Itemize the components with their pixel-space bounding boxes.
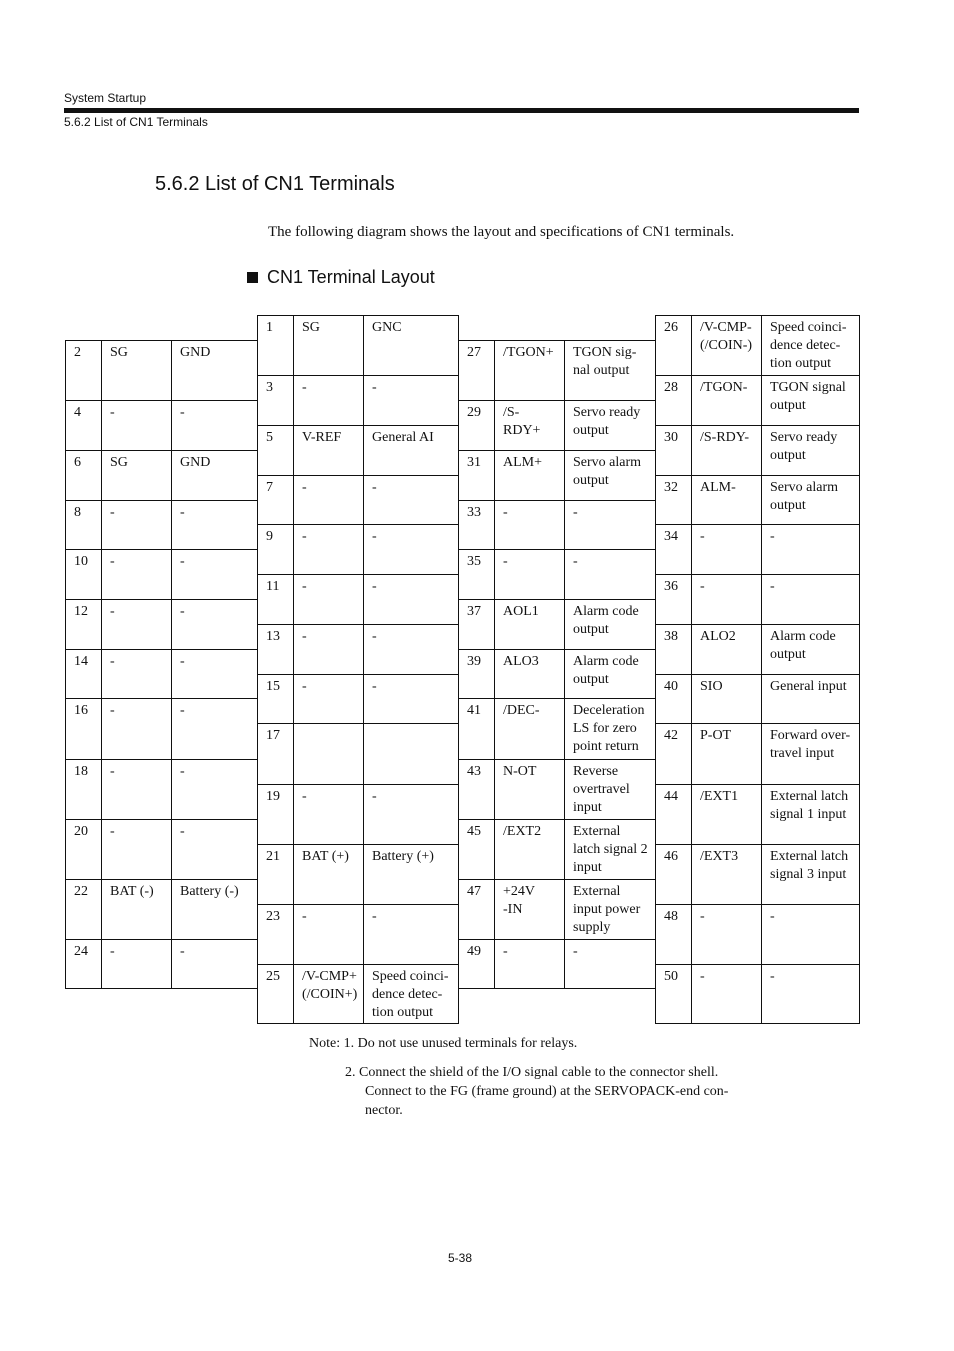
- terminal-number: 33: [459, 501, 495, 549]
- terminal-function: -: [573, 944, 578, 959]
- terminal-46: [655, 844, 860, 905]
- terminal-function: General input: [770, 679, 847, 694]
- terminal-number: 30: [656, 426, 692, 475]
- terminal-number: 50: [656, 965, 692, 1023]
- terminal-number: 21: [258, 845, 294, 904]
- terminal-number: 20: [66, 820, 102, 879]
- terminal-function: -: [372, 789, 377, 804]
- terminal-9: [257, 524, 459, 575]
- terminal-34: [655, 524, 860, 575]
- terminal-signal: -: [102, 501, 172, 549]
- terminal-function: -: [180, 654, 185, 669]
- terminal-number: 23: [258, 905, 294, 964]
- terminal-signal: /DEC-: [495, 699, 565, 759]
- terminal-function: Speed coinci- dence detec- tion output: [770, 320, 847, 371]
- running-header-chapter: System Startup: [64, 91, 147, 105]
- terminal-signal: /EXT1: [692, 785, 762, 844]
- note-2-continued: Connect to the FG (frame ground) at the SERVOPACK-end con- nector.: [365, 1084, 729, 1118]
- terminal-19: [257, 784, 459, 845]
- terminal-signal: -: [294, 905, 364, 964]
- page-number: 5-38: [448, 1251, 473, 1265]
- terminal-function: Speed coinci- dence detec- tion output: [372, 969, 449, 1020]
- terminal-signal: ALM-: [692, 476, 762, 524]
- terminal-number: 39: [459, 650, 495, 698]
- terminal-signal: /S- RDY+: [495, 401, 565, 450]
- terminal-5: [257, 425, 459, 476]
- terminal-signal: -: [692, 965, 762, 1023]
- terminal-number: 44: [656, 785, 692, 844]
- terminal-signal: -: [294, 675, 364, 723]
- terminal-function: Servo alarm output: [770, 480, 839, 513]
- terminal-signal: V-REF: [294, 426, 364, 475]
- terminal-signal: P-OT: [692, 724, 762, 784]
- terminal-signal: /EXT3: [692, 845, 762, 904]
- terminal-signal: -: [692, 525, 762, 574]
- terminal-number: 32: [656, 476, 692, 524]
- terminal-signal: -: [495, 940, 565, 988]
- terminal-38: [655, 624, 860, 675]
- terminal-function: -: [372, 629, 377, 644]
- terminal-30: [655, 425, 860, 476]
- terminal-number: 22: [66, 880, 102, 939]
- terminal-42: [655, 723, 860, 785]
- terminal-number: 24: [66, 940, 102, 988]
- terminal-2: [65, 340, 258, 401]
- terminal-22: [65, 879, 258, 940]
- terminal-7: [257, 475, 459, 525]
- terminal-number: 38: [656, 625, 692, 674]
- terminal-function: -: [180, 703, 185, 718]
- terminal-number: 11: [258, 575, 294, 624]
- terminal-function: -: [180, 554, 185, 569]
- terminal-11: [257, 574, 459, 625]
- terminal-3: [257, 375, 459, 426]
- terminal-33: [458, 500, 656, 550]
- terminal-number: 10: [66, 550, 102, 599]
- terminal-signal: -: [102, 600, 172, 649]
- terminal-signal: SG: [102, 341, 172, 400]
- terminal-signal: -: [102, 760, 172, 819]
- terminal-signal: /EXT2: [495, 820, 565, 879]
- terminal-number: 34: [656, 525, 692, 574]
- terminal-signal: [294, 724, 364, 784]
- terminal-function: -: [180, 604, 185, 619]
- section-title: 5.6.2 List of CN1 Terminals: [155, 173, 395, 195]
- note-2: 2. Connect the shield of the I/O signal cable to the connector shell.: [345, 1065, 719, 1080]
- terminal-signal: ALO2: [692, 625, 762, 674]
- terminal-signal: -: [294, 525, 364, 574]
- terminal-signal: ALM+: [495, 451, 565, 500]
- terminal-41: [458, 698, 656, 760]
- note-1: Note: 1. Do not use unused terminals for relays.: [309, 1036, 578, 1051]
- terminal-function: -: [372, 579, 377, 594]
- terminal-number: 3: [258, 376, 294, 425]
- terminal-function: Servo alarm output: [573, 455, 642, 488]
- terminal-signal: ALO3: [495, 650, 565, 698]
- terminal-function: Servo ready output: [573, 405, 641, 438]
- terminal-number: 2: [66, 341, 102, 400]
- terminal-number: 15: [258, 675, 294, 723]
- terminal-function: Servo ready output: [770, 430, 838, 463]
- terminal-signal: -: [102, 401, 172, 450]
- terminal-signal: -: [294, 476, 364, 524]
- terminal-signal: -: [102, 699, 172, 759]
- terminal-44: [655, 784, 860, 845]
- terminal-20: [65, 819, 258, 880]
- terminal-function: -: [770, 909, 775, 924]
- terminal-number: 47: [459, 880, 495, 939]
- terminal-function: -: [573, 505, 578, 520]
- terminal-37: [458, 599, 656, 650]
- terminal-8: [65, 500, 258, 550]
- terminal-signal: -: [692, 905, 762, 964]
- terminal-32: [655, 475, 860, 525]
- terminal-signal: /TGON+: [495, 341, 565, 400]
- terminal-signal: SG: [102, 451, 172, 500]
- terminal-signal: -: [102, 820, 172, 879]
- terminal-function: Deceleration LS for zero point return: [573, 703, 645, 754]
- terminal-signal: -: [294, 625, 364, 674]
- terminal-number: 46: [656, 845, 692, 904]
- terminal-number: 16: [66, 699, 102, 759]
- terminal-number: 6: [66, 451, 102, 500]
- terminal-number: 5: [258, 426, 294, 475]
- terminal-18: [65, 759, 258, 820]
- terminal-function: -: [770, 579, 775, 594]
- terminal-function: -: [372, 380, 377, 395]
- terminal-23: [257, 904, 459, 965]
- terminal-16: [65, 698, 258, 760]
- terminal-number: 19: [258, 785, 294, 844]
- terminal-12: [65, 599, 258, 650]
- terminal-31: [458, 450, 656, 501]
- terminal-number: 7: [258, 476, 294, 524]
- terminal-number: 48: [656, 905, 692, 964]
- terminal-number: 40: [656, 675, 692, 723]
- terminal-signal: -: [692, 575, 762, 624]
- terminal-number: 1: [258, 316, 294, 375]
- terminal-function: -: [180, 944, 185, 959]
- terminal-function: -: [573, 554, 578, 569]
- running-header-section: 5.6.2 List of CN1 Terminals: [64, 115, 208, 129]
- terminal-number: 12: [66, 600, 102, 649]
- terminal-number: 29: [459, 401, 495, 450]
- terminal-28: [655, 375, 860, 426]
- terminal-signal: -: [294, 785, 364, 844]
- terminal-number: 31: [459, 451, 495, 500]
- terminal-27: [458, 340, 656, 401]
- terminal-number: 14: [66, 650, 102, 698]
- terminal-function: -: [770, 529, 775, 544]
- terminal-signal: N-OT: [495, 760, 565, 819]
- terminal-function: External input power supply: [573, 884, 641, 935]
- terminal-45: [458, 819, 656, 880]
- terminal-number: 49: [459, 940, 495, 988]
- terminal-number: 9: [258, 525, 294, 574]
- terminal-function: External latch signal 2 input: [573, 824, 648, 875]
- terminal-function: External latch signal 3 input: [770, 849, 849, 882]
- terminal-number: 36: [656, 575, 692, 624]
- terminal-number: 43: [459, 760, 495, 819]
- terminal-function: Alarm code output: [770, 629, 836, 662]
- terminal-50: [655, 964, 860, 1024]
- terminal-function: -: [372, 529, 377, 544]
- terminal-29: [458, 400, 656, 451]
- terminal-number: 8: [66, 501, 102, 549]
- terminal-signal: -: [102, 940, 172, 988]
- terminal-signal: -: [102, 550, 172, 599]
- terminal-signal: -: [495, 501, 565, 549]
- terminal-function: Alarm code output: [573, 604, 639, 637]
- terminal-36: [655, 574, 860, 625]
- terminal-21: [257, 844, 459, 905]
- terminal-number: 25: [258, 965, 294, 1023]
- terminal-number: 18: [66, 760, 102, 819]
- terminal-function: External latch signal 1 input: [770, 789, 849, 822]
- terminal-24: [65, 939, 258, 989]
- intro-paragraph: The following diagram shows the layout and specifications of CN1 terminals.: [268, 224, 735, 240]
- terminal-function: -: [372, 480, 377, 495]
- terminal-function: Battery (-): [180, 884, 239, 899]
- terminal-function: Forward over- travel input: [770, 728, 851, 761]
- terminal-6: [65, 450, 258, 501]
- terminal-signal: SIO: [692, 675, 762, 723]
- terminal-function: General AI: [372, 430, 434, 445]
- terminal-function: [364, 724, 458, 784]
- layout-heading-text: CN1 Terminal Layout: [267, 267, 435, 287]
- terminal-number: 26: [656, 316, 692, 375]
- terminal-signal: BAT (-): [102, 880, 172, 939]
- terminal-15: [257, 674, 459, 724]
- terminal-number: 37: [459, 600, 495, 649]
- terminal-function: GND: [180, 345, 211, 360]
- terminal-1: [257, 315, 459, 376]
- terminal-43: [458, 759, 656, 820]
- terminal-number: 45: [459, 820, 495, 879]
- terminal-26: [655, 315, 860, 376]
- terminal-number: 27: [459, 341, 495, 400]
- terminal-signal: -: [495, 550, 565, 599]
- terminal-function: Reverse overtravel input: [573, 764, 630, 815]
- terminal-47: [458, 879, 656, 940]
- terminal-signal: -: [102, 650, 172, 698]
- terminal-function: -: [770, 969, 775, 984]
- terminal-function: -: [372, 679, 377, 694]
- terminal-function: -: [372, 909, 377, 924]
- terminal-signal: -: [294, 575, 364, 624]
- terminal-number: 41: [459, 699, 495, 759]
- terminal-signal: -: [294, 376, 364, 425]
- terminal-35: [458, 549, 656, 600]
- terminal-function: -: [180, 505, 185, 520]
- terminal-function: -: [180, 824, 185, 839]
- terminal-signal: /TGON-: [692, 376, 762, 425]
- terminal-signal: AOL1: [495, 600, 565, 649]
- terminal-function: GNC: [372, 320, 402, 335]
- terminal-signal: SG: [294, 316, 364, 375]
- terminal-function: Alarm code output: [573, 654, 639, 687]
- terminal-function: -: [180, 405, 185, 420]
- terminal-number: 17: [258, 724, 294, 784]
- terminal-signal: +24V -IN: [495, 880, 565, 939]
- terminal-number: 35: [459, 550, 495, 599]
- terminal-function: Battery (+): [372, 849, 434, 864]
- terminal-40: [655, 674, 860, 724]
- terminal-signal: /V-CMP- (/COIN-): [692, 316, 762, 375]
- terminal-25: [257, 964, 459, 1024]
- terminal-function: GND: [180, 455, 211, 470]
- terminal-48: [655, 904, 860, 965]
- terminal-number: 28: [656, 376, 692, 425]
- terminal-signal: BAT (+): [294, 845, 364, 904]
- terminal-17: [257, 723, 459, 785]
- terminal-4: [65, 400, 258, 451]
- terminal-number: 4: [66, 401, 102, 450]
- terminal-49: [458, 939, 656, 989]
- terminal-39: [458, 649, 656, 699]
- terminal-10: [65, 549, 258, 600]
- terminal-signal: /V-CMP+ (/COIN+): [294, 965, 364, 1023]
- terminal-14: [65, 649, 258, 699]
- terminal-number: 42: [656, 724, 692, 784]
- terminal-function: -: [180, 764, 185, 779]
- terminal-function: TGON sig- nal output: [573, 345, 637, 378]
- terminal-number: 13: [258, 625, 294, 674]
- terminal-function: TGON signal output: [770, 380, 846, 413]
- terminal-signal: /S-RDY-: [692, 426, 762, 475]
- terminal-13: [257, 624, 459, 675]
